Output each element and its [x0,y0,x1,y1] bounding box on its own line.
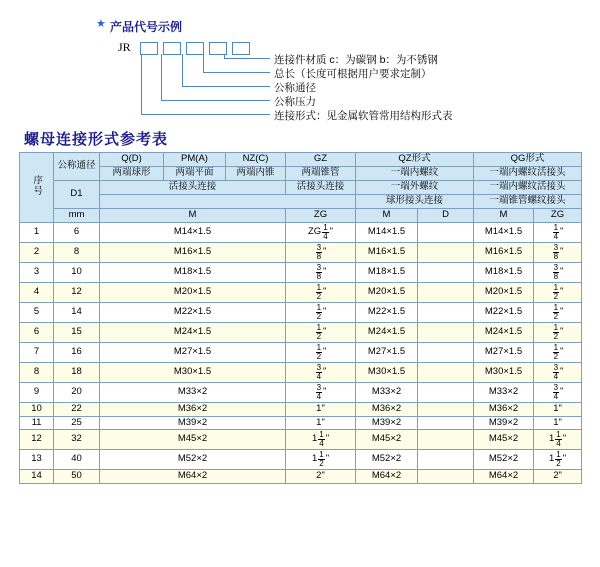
cell-seq: 14 [20,470,54,484]
cell-qg-zg: 2" [534,470,582,484]
cell-q-pm-nz: M33×2 [100,382,286,402]
cell-gz: $\frac{1}{2}$ " [286,282,356,302]
cell-qz-d [418,416,474,430]
header-code-qz: QZ形式 [356,153,474,167]
cell-seq: 3 [20,262,54,282]
code-boxes [140,42,250,55]
table-row [20,416,582,430]
cell-qg-m: M18×1.5 [474,262,534,282]
cell-qg-zg: $\frac{1}{2}$ " [534,322,582,342]
cell-qz-d [418,322,474,342]
cell-qg-m: M20×1.5 [474,282,534,302]
table-row [20,262,582,282]
header-blank [100,194,356,208]
table-row [20,430,582,450]
cell-qg-zg: $\frac{3}{4}$ " [534,362,582,382]
cell-seq: 12 [20,430,54,450]
cell-gz: 1" [286,402,356,416]
cell-q-pm-nz: M52×2 [100,450,286,470]
header-d1: D1 [54,180,100,208]
cell-qz-m: M18×1.5 [356,262,418,282]
cell-qg-m: M33×2 [474,382,534,402]
cell-dn: 20 [54,382,100,402]
cell-seq: 2 [20,242,54,262]
header-unit-mm: mm [54,208,100,222]
code-prefix: JR [118,40,131,54]
cell-dn: 6 [54,222,100,242]
cell-dn: 18 [54,362,100,382]
cell-qz-d [418,242,474,262]
legend-item-nominal-pressure: 公称压力 [274,96,316,108]
cell-gz: $\frac{3}{8}$ " [286,242,356,262]
cell-gz: 1 $\frac{1}{2}$ " [286,450,356,470]
code-box-1 [140,42,158,55]
cell-seq: 5 [20,302,54,322]
table-row [20,322,582,342]
cell-qz-d [418,222,474,242]
header-type-qz: 一端内螺纹 [356,166,474,180]
table-row [20,302,582,322]
cell-gz: $\frac{3}{4}$ " [286,362,356,382]
product-code-legend [0,0,600,120]
cell-qz-m: M64×2 [356,470,418,484]
cell-dn: 15 [54,322,100,342]
cell-dn: 8 [54,242,100,262]
cell-q-pm-nz: M39×2 [100,416,286,430]
header-unit-qz-d: D [418,208,474,222]
leader-v-4 [203,54,204,72]
cell-q-pm-nz: M27×1.5 [100,342,286,362]
header-code-gz: GZ [286,153,356,167]
table-header-row-1 [20,153,582,167]
cell-qg-m: M24×1.5 [474,322,534,342]
cell-qg-m: M27×1.5 [474,342,534,362]
cell-dn: 12 [54,282,100,302]
header-type-pm: 两端平面 [164,166,226,180]
table-body [20,222,582,484]
header-unit-zg: ZG [286,208,356,222]
star-icon: ★ [96,18,106,30]
cell-gz: $\frac{3}{8}$ " [286,262,356,282]
cell-seq: 1 [20,222,54,242]
leader-h-3 [182,86,270,87]
legend-item-material: 连接件材质 c：为碳钢 b：为不锈钢 [274,54,438,66]
cell-dn: 16 [54,342,100,362]
leader-h-1 [141,114,270,115]
header-unit-qg-m: M [474,208,534,222]
header-join-qg: 一端内螺纹活接头 [474,180,582,194]
cell-gz: 1" [286,416,356,430]
cell-qg-zg: $\frac{1}{2}$ " [534,282,582,302]
cell-qz-m: M30×1.5 [356,362,418,382]
cell-qg-m: M22×1.5 [474,302,534,322]
header-code-qg: QG形式 [474,153,582,167]
table-header-row-5 [20,208,582,222]
cell-q-pm-nz: M18×1.5 [100,262,286,282]
header-d1-qz: 球形接头连接 [356,194,474,208]
code-box-5 [232,42,250,55]
table-row [20,282,582,302]
code-box-2 [163,42,181,55]
table-row [20,222,582,242]
cell-q-pm-nz: M30×1.5 [100,362,286,382]
cell-gz: ZG $\frac{1}{4}$ " [286,222,356,242]
cell-qg-m: M64×2 [474,470,534,484]
legend-item-length: 总长（长度可根据用户要求定制） [274,68,432,80]
cell-dn: 50 [54,470,100,484]
header-type-nz: 两端内锥 [226,166,286,180]
cell-qg-zg: 1" [534,416,582,430]
legend-item-connection-type: 连接形式：见金属软管常用结构形式表 [274,110,453,122]
header-join-qz: 一端外螺纹 [356,180,474,194]
cell-dn: 40 [54,450,100,470]
cell-q-pm-nz: M14×1.5 [100,222,286,242]
legend-item-nominal-diameter: 公称通径 [274,82,316,94]
cell-qg-zg: $\frac{1}{2}$ " [534,302,582,322]
header-code-q: Q(D) [100,153,164,167]
cell-qg-m: M30×1.5 [474,362,534,382]
table-row [20,382,582,402]
cell-gz: 1 $\frac{1}{4}$ " [286,430,356,450]
header-dn: 公称通径 [54,153,100,181]
cell-seq: 4 [20,282,54,302]
cell-seq: 6 [20,322,54,342]
cell-qz-d [418,282,474,302]
cell-q-pm-nz: M16×1.5 [100,242,286,262]
table-header-row-2 [20,166,582,180]
cell-qz-m: M22×1.5 [356,302,418,322]
leader-h-2 [161,100,270,101]
cell-q-pm-nz: M22×1.5 [100,302,286,322]
cell-dn: 14 [54,302,100,322]
table-row [20,362,582,382]
table-row [20,242,582,262]
header-unit-qg-zg: ZG [534,208,582,222]
cell-qg-m: M14×1.5 [474,222,534,242]
cell-qz-d [418,470,474,484]
cell-seq: 11 [20,416,54,430]
cell-gz: $\frac{1}{2}$ " [286,322,356,342]
table-header-row-4 [20,194,582,208]
leader-h-4 [203,72,270,73]
header-code-nz: NZ(C) [226,153,286,167]
cell-qg-zg: 1 $\frac{1}{4}$ " [534,430,582,450]
cell-seq: 7 [20,342,54,362]
cell-qg-zg: 1" [534,402,582,416]
cell-qz-d [418,342,474,362]
header-unit-m: M [100,208,286,222]
cell-qz-m: M24×1.5 [356,322,418,342]
cell-qz-d [418,362,474,382]
page-title: 螺母连接形式参考表 [24,131,169,148]
cell-gz: $\frac{1}{2}$ " [286,302,356,322]
header-seq: 序号 [20,153,54,223]
header-type-q: 两端球形 [100,166,164,180]
cell-qz-m: M33×2 [356,382,418,402]
header-unit-qz-m: M [356,208,418,222]
cell-q-pm-nz: M45×2 [100,430,286,450]
header-code-pm: PM(A) [164,153,226,167]
cell-qz-m: M39×2 [356,416,418,430]
header-type-gz: 两端锥管 [286,166,356,180]
cell-seq: 10 [20,402,54,416]
header-join-q: 活接头连接 [100,180,286,194]
cell-qz-m: M14×1.5 [356,222,418,242]
cell-seq: 13 [20,450,54,470]
cell-qg-zg: $\frac{3}{8}$ " [534,262,582,282]
cell-qg-m: M36×2 [474,402,534,416]
leader-v-1 [141,54,142,114]
cell-qz-d [418,302,474,322]
cell-gz: $\frac{1}{2}$ " [286,342,356,362]
cell-seq: 8 [20,362,54,382]
table-row [20,402,582,416]
cell-dn: 22 [54,402,100,416]
header-type-qg: 一端内螺纹活接头 [474,166,582,180]
header-join-qg-2: 一端锥管螺纹接头 [474,194,582,208]
nut-connection-table [19,152,582,484]
cell-seq: 9 [20,382,54,402]
legend-title: 产品代号示例 [110,20,183,34]
cell-qz-d [418,402,474,416]
cell-qz-d [418,430,474,450]
leader-h-5 [224,58,270,59]
cell-qg-zg: 1 $\frac{1}{2}$ " [534,450,582,470]
cell-qz-m: M52×2 [356,450,418,470]
cell-qz-m: M20×1.5 [356,282,418,302]
table-row [20,450,582,470]
cell-dn: 10 [54,262,100,282]
cell-qg-m: M45×2 [474,430,534,450]
cell-qg-zg: $\frac{1}{2}$ " [534,342,582,362]
header-join-gz: 活接头连接 [286,180,356,194]
cell-qg-m: M52×2 [474,450,534,470]
leader-v-2 [161,54,162,100]
table-header-row-3 [20,180,582,194]
cell-q-pm-nz: M64×2 [100,470,286,484]
cell-gz: $\frac{3}{4}$ " [286,382,356,402]
cell-qz-m: M36×2 [356,402,418,416]
table-row [20,470,582,484]
cell-qz-d [418,262,474,282]
cell-qz-d [418,382,474,402]
cell-qz-m: M16×1.5 [356,242,418,262]
leader-v-3 [182,54,183,86]
code-box-3 [186,42,204,55]
cell-qz-d [418,450,474,470]
cell-qg-zg: $\frac{1}{4}$ " [534,222,582,242]
table-row [20,342,582,362]
cell-dn: 32 [54,430,100,450]
cell-qz-m: M27×1.5 [356,342,418,362]
cell-qg-m: M16×1.5 [474,242,534,262]
cell-qz-m: M45×2 [356,430,418,450]
cell-qg-zg: $\frac{3}{4}$ " [534,382,582,402]
cell-q-pm-nz: M24×1.5 [100,322,286,342]
cell-q-pm-nz: M20×1.5 [100,282,286,302]
cell-gz: 2" [286,470,356,484]
cell-q-pm-nz: M36×2 [100,402,286,416]
cell-dn: 25 [54,416,100,430]
cell-qg-zg: $\frac{3}{8}$ " [534,242,582,262]
cell-qg-m: M39×2 [474,416,534,430]
